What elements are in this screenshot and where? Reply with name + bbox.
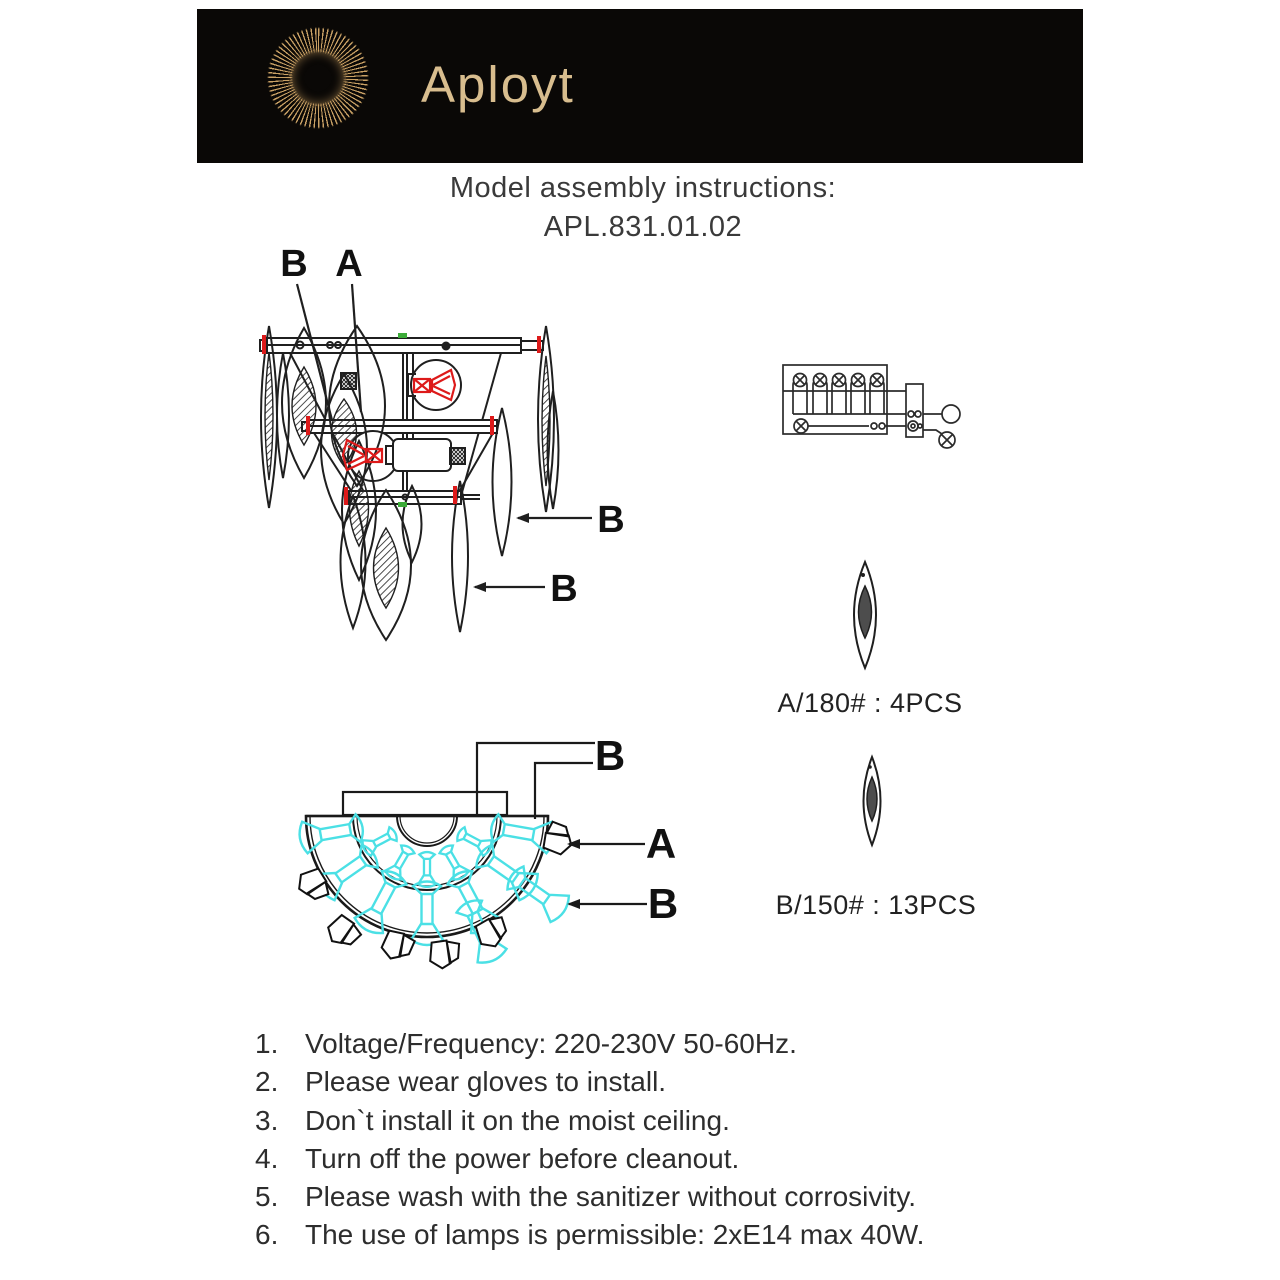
part-a-caption: A/180# : 4PCS	[777, 688, 963, 718]
list-item	[255, 1178, 1065, 1216]
label-b-low: B	[550, 568, 578, 610]
item-text: Please wear gloves to install.	[305, 1066, 667, 1098]
socket-symbols	[793, 374, 884, 415]
title-line-2: APL.831.01.02	[543, 211, 743, 243]
bottom-view-diagram	[255, 725, 685, 995]
instruction-list	[255, 1025, 1065, 1255]
list-item	[255, 1102, 1065, 1140]
item-text: Don`t install it on the moist ceiling.	[305, 1104, 730, 1136]
decorative-rays	[653, 9, 1083, 163]
item-text: Turn off the power before cleanout.	[305, 1142, 740, 1174]
part-b-figure	[850, 752, 895, 852]
label-b-top: B	[594, 732, 626, 779]
list-item	[255, 1025, 1065, 1063]
part-b-caption: B/150# : 13PCS	[775, 890, 977, 920]
document-title	[143, 169, 1143, 247]
item-number: 4.	[255, 1142, 279, 1174]
item-number: 5.	[255, 1181, 279, 1213]
list-item	[255, 1063, 1065, 1101]
label-b-top: B	[280, 243, 308, 285]
list-item	[255, 1216, 1065, 1254]
list-item	[255, 1140, 1065, 1178]
label-b-side: B	[647, 880, 679, 927]
wiring-diagram	[770, 352, 970, 462]
item-number: 6.	[255, 1219, 279, 1251]
brand-banner	[197, 9, 1083, 163]
item-number: 2.	[255, 1066, 279, 1098]
item-text: Please wash with the sanitizer without corrosivity.	[305, 1181, 917, 1213]
label-b-mid: B	[597, 499, 625, 541]
item-number: 1.	[255, 1028, 279, 1059]
label-a-side: A	[645, 820, 677, 867]
side-view-diagram	[240, 240, 660, 660]
item-text: Voltage/Frequency: 220-230V 50-60Hz.	[305, 1028, 797, 1059]
sunburst-glow	[290, 50, 346, 106]
brand-name: Aployt	[421, 56, 575, 113]
item-number: 3.	[255, 1104, 279, 1136]
part-a-figure	[838, 556, 893, 674]
label-a-top: A	[335, 243, 363, 285]
title-line-1: Model assembly instructions:	[449, 172, 837, 204]
item-text: The use of lamps is permissible: 2xE14 max 40W.	[305, 1219, 925, 1251]
